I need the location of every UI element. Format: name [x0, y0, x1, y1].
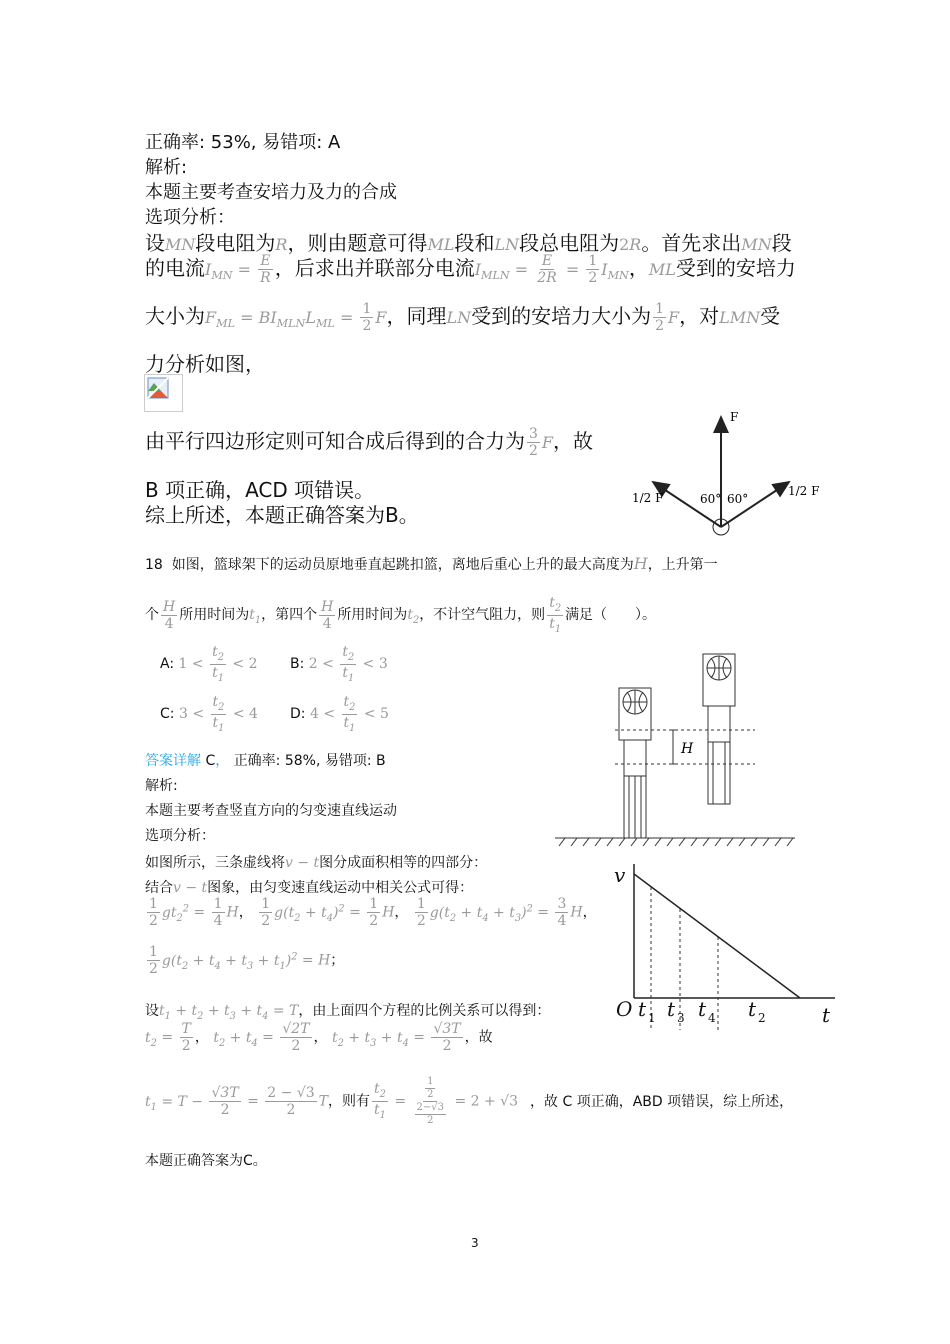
q18-line1: 如图所示，三条虚线将v − t图分成面积相等的四部分： [145, 855, 488, 871]
vt-graph [610, 860, 840, 1030]
q17-line1: 设MN段电阻为R，则由题意可得ML段和LN段总电阻为2R。首先求出MN段 [145, 231, 792, 255]
label-origin: O [616, 997, 633, 1021]
q18-stem-line1: 18 如图，篮球架下的运动员原地垂直起跳扣篮，离地后重心上升的最大高度为H，上升第一 [145, 554, 718, 573]
svg-text:4: 4 [708, 1011, 716, 1025]
label-v: v [614, 863, 626, 887]
svg-text:2: 2 [758, 1011, 766, 1025]
q18-line5: 设$t_1 + t_2 + t_3 + t_4 = T$，由上面四个方程的比例关系可以得到： [145, 1003, 551, 1022]
broken-image-icon [144, 374, 183, 412]
label-angle-left: 60° [700, 492, 722, 506]
q18-line8: 本题正确答案为C。 [145, 1153, 267, 1169]
q17-topic: 本题主要考查安培力及力的合成 [145, 182, 397, 203]
label-angle-right: 60° [727, 492, 749, 506]
option-d[interactable]: D: 4 < $\frac{t_2}{t_1}$ < 5 [290, 694, 389, 734]
force-diagram [630, 405, 830, 540]
label-t-axis: t [822, 1003, 831, 1027]
label-half-F-right: 1/2 F [788, 484, 820, 498]
label-H: H [681, 741, 694, 757]
q18-xuanxiang: 选项分析： [145, 828, 215, 844]
label-t4: t [698, 997, 707, 1021]
jumper-figure [555, 650, 795, 850]
q18-topic: 本题主要考查竖直方向的匀变速直线运动 [145, 803, 397, 819]
label-t3: t [667, 997, 676, 1021]
option-a[interactable]: A: 1 < $\frac{t_2}{t_1}$ < 2 [160, 644, 258, 684]
q18-equations-1: $\frac{1}{2}$ $gt_2^2$ = $\frac{1}{4}$ H， $\frac{1}{2}$ $g(t_2 + t_4)^2$ = $\frac{1}{2}$ H， $\frac{1}{2}$ $g(t_2 + t_4 + t_3)^2$ = $\frac{3}{4}$ H， [149, 896, 597, 929]
q18-line2: 结合v − t图象，由匀变速直线运动中相关公式可得： [145, 880, 474, 896]
option-b[interactable]: B: 2 < $\frac{t_2}{t_1}$ < 3 [290, 644, 388, 684]
option-c[interactable]: C: 3 < $\frac{t_2}{t_1}$ < 4 [160, 694, 258, 734]
label-half-F-left: 1/2 F [632, 491, 664, 505]
q18-equations-2: $\frac{1}{2}$ $g(t_2 + t_4 + t_3 + t_1)^2 = H$； [149, 944, 345, 977]
label-t2: t [748, 997, 757, 1021]
q17-stats: 正确率: 53%, 易错项: A [145, 132, 341, 153]
q17-jiexi: 解析: [145, 157, 188, 178]
velocity-line [634, 874, 800, 998]
q17-line3: 大小为$F_{ML} = BI_{MLN}L_{ML}$ = $\frac{1}{2}$ F，同理LN受到的安培力大小为 $\frac{1}{2}$ F，对LMN受 [145, 301, 781, 334]
q18-line7: $t_1 = T$ − $\frac{√3T}{2}$ = $\frac{2 - √3}{2}$ T，则有 $\frac{t_2}{t_1}$ = $\frac{\frac{1}{2}}{\frac{2-√3}{2}}$ = 2 + √3 ，故 C 项正确，ABD 项错误，综上所述， [145, 1076, 794, 1126]
q17-line7: 综上所述，本题正确答案为B。 [145, 503, 419, 527]
q17-line6: B 项正确，ACD 项错误。 [145, 478, 375, 502]
q17-line5: 由平行四边形定则可知合成后得到的合力为 $\frac{3}{2}$ F，故 [145, 426, 594, 459]
q17-line4: 力分析如图， [145, 352, 265, 376]
label-F: F [730, 410, 739, 424]
q18-line6: $t_2$ = $\frac{T}{2}$ ， $t_2 + t_4$ = $\frac{√2T}{2}$ ， $t_2 + t_3 + t_4$ = $\frac{√3T}{2}$ ，故 [145, 1021, 493, 1054]
q17-xuanxiang: 选项分析： [145, 207, 235, 228]
label-t1: t [638, 997, 647, 1021]
svg-text:3: 3 [677, 1011, 685, 1025]
page-number: 3 [471, 1236, 479, 1250]
q18-jiexi: 解析: [145, 778, 178, 794]
answer-detail-link[interactable]: 答案详解 [145, 753, 201, 769]
q17-line2: 的电流$I_{MN}$ = $\frac{E}{R}$ ，后求出并联部分电流$I_{MLN}$ = $\frac{E}{2R}$ = $\frac{1}{2}$ $I_{MN}$，ML受到的安培力 [145, 253, 796, 286]
q18-answer-line: 答案详解 C， 正确率: 58%, 易错项: B [145, 753, 386, 769]
svg-text:1: 1 [648, 1011, 656, 1025]
q18-stem-line2: 个 $\frac{H}{4}$ 所用时间为$t_1$，第四个 $\frac{H}{4}$ 所用时间为$t_2$，不计空气阻力，则 $\frac{t_2}{t_1}$ 满足（ ）。 [145, 595, 657, 635]
